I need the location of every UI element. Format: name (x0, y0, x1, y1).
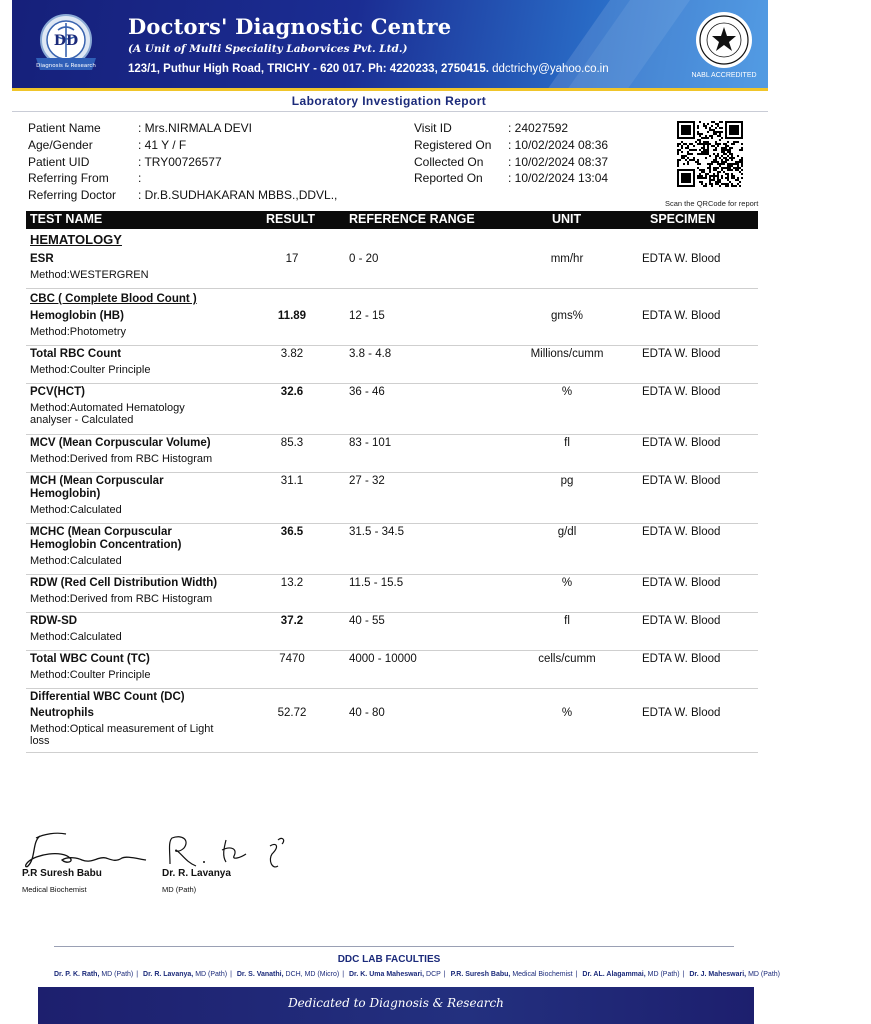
col-specimen: SPECIMEN (650, 212, 716, 226)
test-specimen: EDTA W. Blood (642, 653, 721, 665)
address-text: 123/1, Puthur High Road, TRICHY - 620 017. Ph: 4220233, 2750415. (128, 63, 489, 75)
table-row (26, 524, 758, 575)
signer-2 (162, 868, 231, 894)
field-label: Patient Name (28, 121, 101, 135)
test-reference: 40 - 55 (349, 615, 385, 627)
lab-address (128, 63, 609, 75)
test-name: MCH (Mean Corpuscular Hemoglobin) (30, 475, 164, 500)
logo-ribbon: Diagnosis & Research (36, 63, 96, 69)
test-result: 85.3 (280, 437, 304, 449)
patient-info (28, 120, 337, 204)
header-banner (12, 0, 768, 88)
test-result: 52.72 (277, 707, 307, 719)
test-result: 31.1 (280, 475, 304, 487)
table-row (26, 435, 758, 473)
test-reference: 40 - 80 (349, 707, 385, 719)
table-row (26, 251, 758, 289)
test-unit: % (561, 386, 573, 398)
test-reference: 11.5 - 15.5 (349, 577, 404, 589)
test-name: RDW (Red Cell Distribution Width) (30, 577, 218, 589)
col-result: RESULT (266, 212, 316, 226)
age-gender: : 41 Y / F (138, 137, 187, 152)
table-row (26, 575, 758, 613)
test-result: 36.5 (280, 526, 304, 538)
section-hematology: HEMATOLOGY (30, 232, 122, 247)
test-method: Method:Calculated (30, 631, 122, 643)
reported-on: : 10/02/2024 13:04 (508, 171, 609, 186)
footer-divider (54, 946, 734, 947)
field-label: Collected On (414, 154, 484, 169)
test-method: Method:Derived from RBC Histogram (30, 593, 213, 605)
test-name: MCV (Mean Corpuscular Volume) (30, 437, 211, 449)
signer-1 (22, 868, 102, 894)
field-label: Referring From (28, 171, 109, 186)
test-specimen: EDTA W. Blood (642, 348, 721, 360)
test-result: 11.89 (277, 310, 307, 322)
visit-id-row (414, 120, 608, 137)
test-reference: 83 - 101 (349, 437, 392, 449)
test-unit: pg (560, 475, 574, 487)
report-qr-code[interactable] (677, 121, 743, 187)
test-unit: fl (564, 437, 570, 449)
lab-email[interactable]: ddctrichy@yahoo.co.in (492, 63, 609, 75)
signature-suresh-babu (22, 828, 152, 873)
faculty-qual: Medical Biochemist (512, 971, 573, 978)
test-method: Method:Calculated (30, 504, 122, 516)
col-reference: REFERENCE RANGE (349, 212, 475, 226)
signer-designation: Medical Biochemist (22, 885, 87, 894)
test-name: MCHC (Mean Corpuscular Hemoglobin Concentration) (30, 526, 182, 551)
test-reference: 31.5 - 34.5 (349, 526, 404, 538)
patient-name-row (28, 120, 337, 137)
test-specimen: EDTA W. Blood (642, 253, 721, 265)
test-name: Neutrophils (30, 707, 94, 719)
title-divider (12, 111, 768, 112)
test-method: Method:Automated Hematology analyser - Calculated (30, 402, 185, 426)
test-method: Method:WESTERGREN (30, 269, 149, 281)
field-label: Visit ID (414, 121, 452, 135)
patient-name: : Mrs.NIRMALA DEVI (138, 121, 253, 135)
test-unit: gms% (551, 310, 583, 322)
faculty-name: Dr. P. K. Rath, (54, 971, 100, 978)
test-specimen: EDTA W. Blood (642, 437, 721, 449)
test-method: Method:Coulter Principle (30, 669, 151, 681)
test-method: Method:Photometry (30, 326, 126, 338)
table-row (26, 613, 758, 651)
results-table (26, 231, 758, 753)
faculty-qual: DCP (426, 971, 441, 978)
table-row (26, 346, 758, 384)
test-result: 7470 (279, 653, 305, 665)
field-label: Reported On (414, 171, 483, 186)
test-name: RDW-SD (30, 615, 78, 627)
logo-text: DD (53, 33, 79, 49)
col-unit: UNIT (552, 212, 582, 226)
faculty-name: Dr. J. Maheswari, (689, 971, 747, 978)
test-name: ESR (30, 253, 54, 265)
test-name: Total WBC Count (TC) (30, 653, 150, 665)
footer-tagline: Dedicated to Diagnosis & Research (288, 996, 504, 1010)
referring-doctor: : Dr.B.SUDHAKARAN MBBS.,DDVL., (138, 188, 338, 203)
header-divider (12, 88, 768, 91)
cbc-heading: CBC ( Complete Blood Count ) (30, 293, 197, 305)
patient-uid-row (28, 154, 337, 171)
test-name: PCV(HCT) (30, 386, 85, 398)
signer-name: P.R Suresh Babu (22, 868, 102, 879)
table-row (26, 289, 758, 346)
field-label: Age/Gender (28, 137, 93, 152)
test-method: Method:Calculated (30, 555, 122, 567)
test-unit: % (561, 707, 573, 719)
test-specimen: EDTA W. Blood (642, 475, 721, 487)
signer-designation: MD (Path) (162, 885, 197, 894)
test-unit: fl (564, 615, 570, 627)
nabl-label: NABL ACCREDITED (691, 72, 757, 79)
collected-on: : 10/02/2024 08:37 (508, 154, 609, 169)
test-name: Hemoglobin (HB) (30, 310, 124, 322)
table-row (26, 473, 758, 524)
faculty-name: Dr. S. Vanathi, (236, 971, 284, 978)
faculty-name: Dr. R. Lavanya, (143, 971, 194, 978)
test-result: 3.82 (280, 348, 304, 360)
test-unit: % (561, 577, 573, 589)
results-table-header (26, 211, 758, 229)
test-method: Method:Coulter Principle (30, 364, 151, 376)
faculties-title: DDC LAB FACULTIES (337, 954, 441, 965)
col-test-name: TEST NAME (30, 212, 103, 226)
report-title: Laboratory Investigation Report (291, 94, 487, 108)
test-unit: Millions/cumm (530, 348, 604, 360)
test-result: 17 (285, 253, 299, 265)
collected-row (414, 154, 608, 171)
referring-from: : (138, 171, 142, 186)
test-specimen: EDTA W. Blood (642, 386, 721, 398)
faculty-qual: MD (Path) (748, 971, 780, 978)
faculty-name: Dr. K. Uma Maheswari, (348, 971, 425, 978)
referring-from-row (28, 170, 337, 187)
visit-info (414, 120, 608, 187)
test-result: 37.2 (280, 615, 304, 627)
test-unit: cells/cumm (538, 653, 596, 665)
referring-doctor-row (28, 187, 337, 204)
faculty-qual: DCH, MD (Micro) (285, 971, 340, 978)
test-specimen: EDTA W. Blood (642, 615, 721, 627)
field-label: Registered On (414, 137, 492, 152)
test-unit: mm/hr (550, 253, 584, 265)
ddc-logo (32, 12, 100, 76)
patient-uid: : TRY00726577 (138, 154, 222, 169)
test-specimen: EDTA W. Blood (642, 577, 721, 589)
test-method: Method:Derived from RBC Histogram (30, 453, 213, 465)
faculty-name: Dr. AL. Alagammai, (582, 971, 646, 978)
test-reference: 0 - 20 (349, 253, 379, 265)
signer-name: Dr. R. Lavanya (162, 868, 231, 879)
test-reference: 27 - 32 (349, 475, 385, 487)
table-row (26, 651, 758, 689)
reported-row (414, 170, 608, 187)
faculty-name: P.R. Suresh Babu, (450, 971, 511, 978)
qr-caption: Scan the QRCode for report (665, 199, 759, 208)
faculties-list: Dr. P. K. Rath, MD (Path) | Dr. R. Lavanya, MD (Path) | Dr. S. Vanathi, DCH, MD (Micro) | Dr. K. Uma Maheswari, DCP | P.R. Suresh Babu, Medical Biochemist | Dr. AL. Alagammai, MD (Path) | Dr. J. Maheswari, MD (Path) (54, 971, 780, 978)
lab-subtitle: (A Unit of Multi Speciality Laborvices Pvt. Ltd.) (128, 43, 408, 55)
test-reference: 4000 - 10000 (349, 653, 417, 665)
registered-row (414, 137, 608, 154)
faculty-qual: MD (Path) (647, 971, 680, 978)
dc-heading: Differential WBC Count (DC) (30, 691, 185, 703)
test-result: 13.2 (280, 577, 304, 589)
test-specimen: EDTA W. Blood (642, 526, 721, 538)
test-method: Method:Optical measurement of Light loss (30, 723, 214, 747)
test-reference: 12 - 15 (349, 310, 385, 322)
test-reference: 36 - 46 (349, 386, 385, 398)
visit-id: : 24027592 (508, 121, 569, 135)
test-specimen: EDTA W. Blood (642, 310, 721, 322)
test-name: Total RBC Count (30, 348, 122, 360)
test-reference: 3.8 - 4.8 (349, 348, 392, 360)
field-label: Patient UID (28, 154, 90, 169)
table-row (26, 689, 758, 753)
nabl-seal-icon (694, 10, 754, 70)
signature-lavanya (160, 830, 300, 872)
lab-name: Doctors' Diagnostic Centre (128, 14, 452, 39)
test-specimen: EDTA W. Blood (642, 707, 721, 719)
registered-on: : 10/02/2024 08:36 (508, 137, 609, 152)
field-label: Referring Doctor (28, 188, 117, 203)
table-row (26, 384, 758, 435)
age-gender-row (28, 137, 337, 154)
test-unit: g/dl (557, 526, 577, 538)
faculty-qual: MD (Path) (195, 971, 228, 978)
faculty-qual: MD (Path) (101, 971, 134, 978)
test-result: 32.6 (280, 386, 304, 398)
